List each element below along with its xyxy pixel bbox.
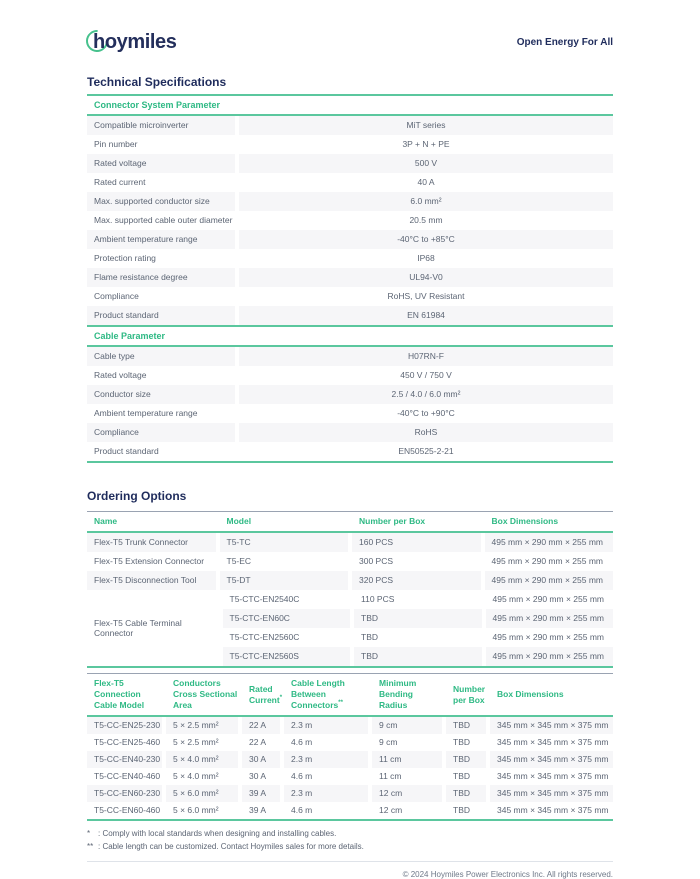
cell-qty: TBD (453, 737, 470, 748)
spec-value: H07RN-F (239, 347, 613, 366)
cell-qty: TBD (361, 632, 378, 642)
cell-radius: 11 cm (372, 751, 442, 768)
spec-value: -40°C to +90°C (397, 408, 455, 418)
spec-label: Flame resistance degree (87, 268, 235, 287)
footnote-text: : Comply with local standards when designing and installing cables. (98, 829, 337, 839)
spec-label: Max. supported conductor size (87, 192, 235, 211)
cell-area: 5 × 2.5 mm² (166, 717, 238, 734)
spec-label: Cable type (87, 347, 235, 366)
table-row (87, 116, 613, 135)
column-header-number-per-box: Number per Box (359, 516, 426, 526)
cell-length: 4.6 m (291, 805, 313, 816)
column-header-model: Model (226, 516, 252, 526)
brand-tagline: Open Energy For All (516, 36, 613, 48)
technical-specs-table (87, 94, 613, 463)
spec-label: Compliance (94, 291, 139, 301)
spec-label: Compatible microinverter (87, 116, 235, 135)
table-row (87, 802, 613, 819)
cell-model: T5-CC-EN25-230 (87, 717, 162, 734)
spec-value: RoHS, UV Resistant (387, 291, 465, 301)
cell-radius: 9 cm (379, 737, 398, 748)
cell-box: 345 mm × 345 mm × 375 mm (497, 737, 609, 748)
cell-current: 39 A (242, 785, 280, 802)
table-row (219, 590, 614, 609)
cell-box: 345 mm × 345 mm × 375 mm (497, 805, 609, 816)
table-row (87, 366, 613, 385)
table-row (87, 785, 613, 802)
table-row (87, 533, 613, 552)
spec-value: EN50525-2-21 (398, 446, 454, 456)
page-header (87, 24, 613, 60)
spec-value: MiT series (239, 116, 613, 135)
cell-model: T5-CTC-EN2560C (229, 632, 300, 642)
table-row (87, 249, 613, 268)
table-row (87, 442, 613, 461)
cell-length: 2.3 m (284, 717, 368, 734)
spec-label: Pin number (94, 139, 138, 149)
column-header-name: Name (94, 516, 118, 526)
footer-divider (87, 861, 613, 862)
spec-label: Ambient temperature range (94, 408, 198, 418)
spec-label: Protection rating (94, 253, 156, 263)
section-title-technical-specifications: Technical Specifications (87, 75, 227, 89)
ordering-connector-table (87, 511, 613, 668)
cell-area: 5 × 2.5 mm² (173, 737, 219, 748)
spec-value: RoHS (239, 423, 613, 442)
cell-length: 2.3 m (284, 751, 368, 768)
cell-box: 495 mm × 290 mm × 255 mm (485, 533, 614, 552)
cell-box: 495 mm × 290 mm × 255 mm (485, 571, 614, 590)
spec-value: 40 A (417, 177, 435, 187)
cell-box: 345 mm × 345 mm × 375 mm (490, 785, 613, 802)
table-row (87, 211, 613, 230)
cell-qty: TBD (354, 647, 482, 666)
cell-model: T5-CC-EN40-460 (94, 771, 161, 782)
cell-qty: TBD (354, 609, 482, 628)
cell-name: Flex-T5 Trunk Connector (87, 533, 216, 552)
column-header-cable-model: Flex-T5 Connection Cable Model (94, 678, 145, 711)
cell-model: T5-TC (220, 533, 349, 552)
cell-length: 2.3 m (284, 785, 368, 802)
cell-current: 22 A (242, 717, 280, 734)
cell-model: T5-EC (226, 556, 252, 566)
cell-model: T5-CC-EN60-230 (87, 785, 162, 802)
cell-name-merged: Flex-T5 Cable Terminal Connector (94, 618, 182, 638)
cell-qty: TBD (453, 771, 470, 782)
table-row (87, 768, 613, 785)
spec-label: Product standard (94, 446, 159, 456)
table-row (87, 423, 613, 442)
cell-radius: 12 cm (379, 805, 403, 816)
cell-qty: 320 PCS (352, 571, 481, 590)
cell-radius: 9 cm (372, 717, 442, 734)
cell-qty: 160 PCS (352, 533, 481, 552)
spec-value: 3P + N + PE (402, 139, 450, 149)
cell-model: T5-CTC-EN2560S (223, 647, 351, 666)
table-row (87, 173, 613, 192)
logo-text: hoymiles (93, 30, 177, 53)
table-row (87, 268, 613, 287)
cell-qty: TBD (446, 751, 486, 768)
spec-label: Rated voltage (87, 154, 235, 173)
table-row (87, 230, 613, 249)
cell-qty: TBD (453, 805, 470, 816)
table-row (87, 404, 613, 423)
cell-model: T5-DT (220, 571, 349, 590)
cell-model: T5-CC-EN25-460 (94, 737, 161, 748)
footnotes (87, 827, 613, 853)
cell-model: T5-CC-EN60-460 (94, 805, 161, 816)
section-title-ordering-options: Ordering Options (87, 489, 187, 503)
spec-label: Compliance (87, 423, 235, 442)
merged-row-group (87, 590, 613, 666)
spec-label: Rated voltage (94, 370, 147, 380)
spec-value: 450 V / 750 V (400, 370, 452, 380)
cell-qty: 110 PCS (361, 594, 395, 604)
cell-radius: 12 cm (372, 785, 442, 802)
cell-radius: 11 cm (379, 771, 402, 782)
cell-length: 4.6 m (291, 737, 313, 748)
spec-value: 6.0 mm² (239, 192, 613, 211)
cell-name: Flex-T5 Extension Connector (94, 556, 205, 566)
cell-current: 39 A (249, 805, 267, 816)
table-row (87, 751, 613, 768)
spec-label: Max. supported cable outer diameter (94, 215, 233, 225)
cell-area: 5 × 4.0 mm² (173, 771, 219, 782)
table-row (87, 734, 613, 751)
cell-name: Flex-T5 Disconnection Tool (87, 571, 216, 590)
cell-box: 345 mm × 345 mm × 375 mm (497, 771, 609, 782)
column-header-number-per-box: Number per Box (453, 683, 486, 705)
copyright-text: © 2024 Hoymiles Power Electronics Inc. All rights reserved. (402, 870, 613, 879)
cell-box: 345 mm × 345 mm × 375 mm (490, 751, 613, 768)
cell-area: 5 × 6.0 mm² (173, 805, 219, 816)
footnote-marker: * (87, 829, 91, 839)
spec-value: 20.5 mm (409, 215, 443, 225)
table-row (87, 135, 613, 154)
cell-qty: TBD (446, 717, 486, 734)
cell-box: 495 mm × 290 mm × 255 mm (491, 556, 603, 566)
cell-model: T5-CTC-EN60C (223, 609, 351, 628)
cell-current: 30 A (249, 771, 267, 782)
table-row (87, 306, 613, 325)
cell-box: 495 mm × 290 mm × 255 mm (486, 609, 614, 628)
spec-value: 500 V (239, 154, 613, 173)
table-row (219, 628, 614, 647)
column-header-cross-sectional-area: Conductors Cross Sectional Area (173, 678, 238, 711)
table-row (87, 552, 613, 571)
column-header-box-dimensions: Box Dimensions (497, 689, 564, 700)
cell-area: 5 × 4.0 mm² (166, 751, 238, 768)
cell-area: 5 × 6.0 mm² (166, 785, 238, 802)
table-row (87, 154, 613, 173)
cell-model: T5-CTC-EN2540C (229, 594, 300, 604)
table-header-row (87, 674, 613, 717)
table-row (87, 347, 613, 366)
spec-value: IP68 (417, 253, 435, 263)
spec-label: Conductor size (87, 385, 235, 404)
cell-box: 345 mm × 345 mm × 375 mm (490, 717, 613, 734)
table-row (87, 717, 613, 734)
cell-qty: 300 PCS (359, 556, 394, 566)
footnote (87, 827, 613, 840)
merged-subrows (219, 590, 614, 666)
spec-subheader-connector-system: Connector System Parameter (87, 94, 613, 116)
column-header-bending-radius: Minimum Bending Radius (379, 678, 417, 711)
table-row (87, 571, 613, 590)
table-row (87, 192, 613, 211)
cell-qty: TBD (446, 785, 486, 802)
column-header-rated-current: Rated Current* (249, 683, 283, 705)
table-row (219, 647, 614, 666)
cell-model: T5-CC-EN40-230 (87, 751, 162, 768)
cell-current: 30 A (242, 751, 280, 768)
table-row (219, 609, 614, 628)
table-row (87, 287, 613, 306)
spec-value: UL94-V0 (239, 268, 613, 287)
spec-value: -40°C to +85°C (239, 230, 613, 249)
footnote-text: : Cable length can be customized. Contact Hoymiles sales for more details. (98, 842, 364, 852)
spec-label: Ambient temperature range (87, 230, 235, 249)
cell-box: 495 mm × 290 mm × 255 mm (492, 594, 604, 604)
table-row (87, 385, 613, 404)
hoymiles-logo (87, 31, 177, 54)
footnote-marker: ** (87, 842, 94, 852)
column-header-cable-length: Cable Length Between Connectors** (291, 678, 345, 711)
table-header-row (87, 512, 613, 533)
column-header-box-dimensions: Box Dimensions (491, 516, 559, 526)
spec-label: Product standard (87, 306, 235, 325)
ordering-cable-table (87, 673, 613, 821)
cell-box: 495 mm × 290 mm × 255 mm (486, 647, 614, 666)
spec-value: EN 61984 (239, 306, 613, 325)
cell-length: 4.6 m (291, 771, 313, 782)
spec-label: Rated current (94, 177, 146, 187)
spec-value: 2.5 / 4.0 / 6.0 mm² (239, 385, 613, 404)
footnote (87, 840, 613, 853)
cell-current: 22 A (249, 737, 267, 748)
cell-box: 495 mm × 290 mm × 255 mm (492, 632, 604, 642)
spec-subheader-cable-parameter: Cable Parameter (87, 325, 613, 347)
